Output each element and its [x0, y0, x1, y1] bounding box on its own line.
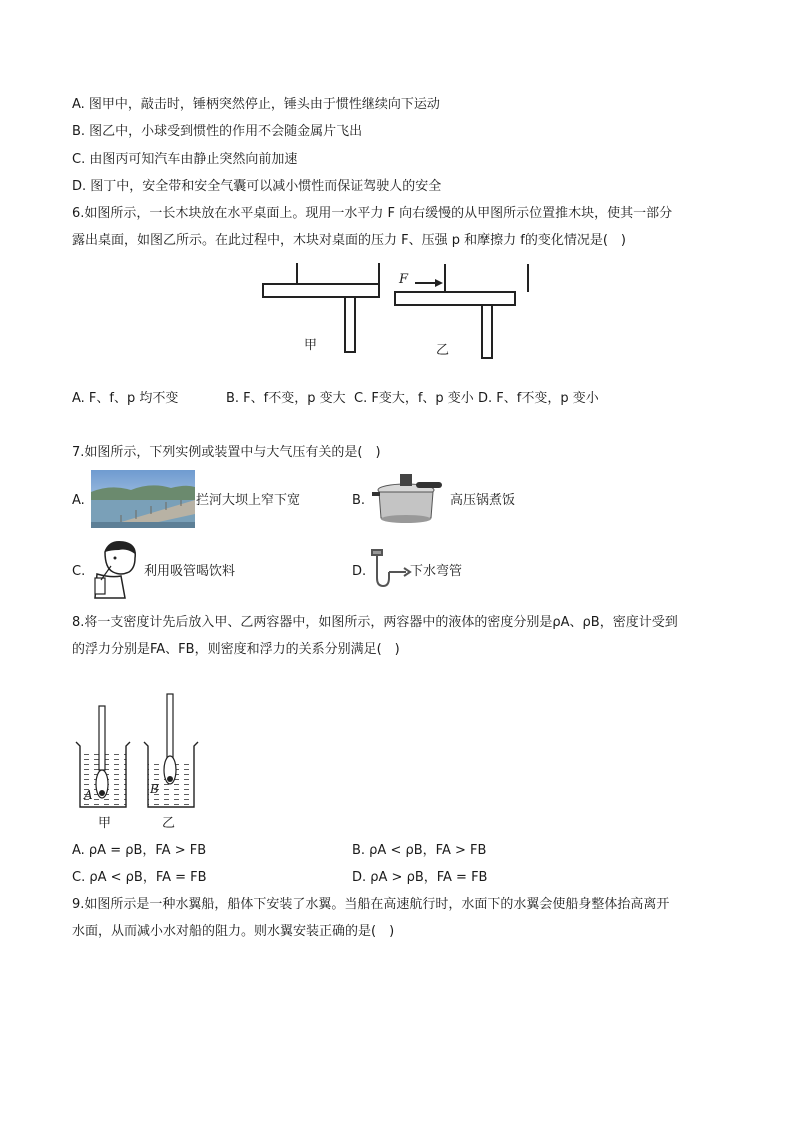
q5-option-b: B. 图乙中，小球受到惯性的作用不会随金属片飞出 [72, 124, 363, 139]
q6-option-d: D. F、f不变，p 变小 [478, 391, 599, 406]
child-drinking-straw-image [91, 538, 143, 600]
q6-fig-label-jia: 甲 [304, 338, 318, 353]
q8-option-d: D. ρA > ρB，FA = FB [352, 870, 488, 885]
q6-jia-table-leg [345, 297, 355, 352]
dam-image [91, 470, 195, 528]
q8-beaker-label-a: A [84, 788, 93, 802]
q8-stem-line1: 8.将一支密度计先后放入甲、乙两容器中，如图所示，两容器中的液体的密度分别是ρA、ρB，密度计受到 [72, 615, 678, 630]
q6-stem-line2: 露出桌面，如图乙所示。在此过程中，木块对桌面的压力 F、压强 p 和摩擦力 f的变化情况是( ) [72, 233, 626, 248]
q7-option-a-text: 拦河大坝上窄下宽 [196, 493, 301, 508]
q6-option-b: B. F、f不变，p 变大 [226, 391, 346, 406]
q5-option-c: C. 由图丙可知汽车由静止突然向前加速 [72, 152, 298, 167]
q8-fig-label-yi: 乙 [162, 816, 176, 831]
q6-stem-line1: 6.如图所示，一长木块放在水平桌面上。现用一水平力 F 向右缓慢的从甲图所示位置推木块，使其一部分 [72, 206, 673, 221]
q7-option-c-letter: C. [72, 564, 86, 579]
q7-option-c-text: 利用吸管喝饮料 [144, 564, 236, 579]
q8-option-b: B. ρA < ρB，FA > FB [352, 843, 487, 858]
q6-jia-table-top [263, 284, 379, 297]
q6-fig-label-yi: 乙 [436, 343, 450, 358]
q5-option-a: A. 图甲中，敲击时，锤柄突然停止，锤头由于惯性继续向下运动 [72, 97, 440, 112]
q6-yi-table-top [395, 292, 515, 305]
q7-stem: 7.如图所示，下列实例或装置中与大气压有关的是( ) [72, 445, 381, 460]
q7-option-b-letter: B. [352, 493, 366, 508]
q8-stem-line2: 的浮力分别是FA、FB，则密度和浮力的关系分别满足( ) [72, 642, 400, 657]
q6-force-label: F [399, 272, 409, 287]
q7-option-b-text: 高压锅煮饭 [450, 493, 516, 508]
q9-stem-line1: 9.如图所示是一种水翼船，船体下安装了水翼。当船在高速航行时，水面下的水翼会使船身整体抬高离开 [72, 897, 670, 912]
q8-option-a: A. ρA = ρB，FA > FB [72, 843, 207, 858]
drain-trap-image [370, 544, 414, 594]
q8-figure-hydrometers [74, 692, 204, 810]
q7-option-d-letter: D. [352, 564, 367, 579]
pressure-cooker-image [370, 466, 444, 528]
q7-option-a-letter: A. [72, 493, 85, 508]
q7-option-d-text: 下水弯管 [410, 564, 463, 579]
q8-option-c: C. ρA < ρB，FA = FB [72, 870, 207, 885]
q6-option-a: A. F、f、p 均不变 [72, 391, 179, 406]
q6-option-c: C. F变大，f、p 变小 [354, 391, 474, 406]
q9-stem-line2: 水面，从而减小水对船的阻力。则水翼安装正确的是( ) [72, 924, 395, 939]
q6-yi-table-leg [482, 305, 492, 358]
q8-fig-label-jia: 甲 [98, 816, 112, 831]
q8-beaker-label-b: B [150, 782, 159, 796]
q5-option-d: D. 图丁中，安全带和安全气囊可以减小惯性而保证驾驶人的安全 [72, 179, 442, 194]
